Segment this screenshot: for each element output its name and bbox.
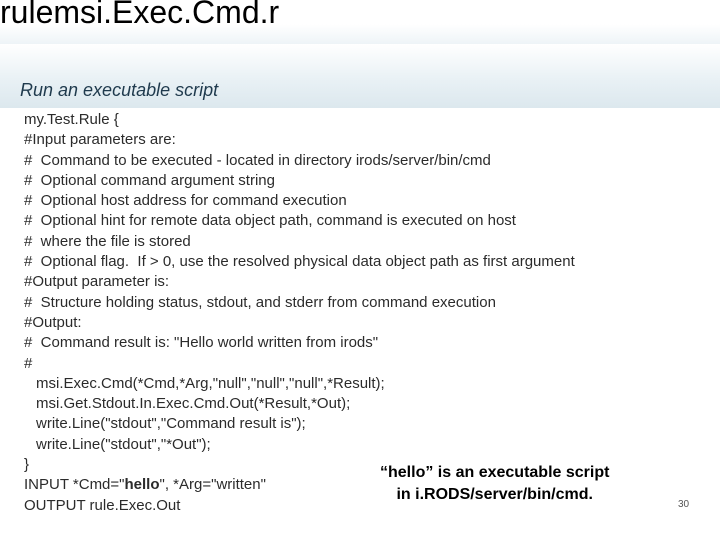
output-line: OUTPUT rule.Exec.Out xyxy=(24,496,181,514)
code-line: write.Line("stdout","Command result is"); xyxy=(36,415,306,433)
code-block xyxy=(24,110,575,516)
code-line: #Input parameters are: xyxy=(24,131,176,149)
input-bold-value: hello xyxy=(124,476,160,494)
code-line: #Output parameter is: xyxy=(24,273,170,291)
input-prefix: INPUT *Cmd=" xyxy=(24,476,125,494)
code-line: #Output: xyxy=(24,313,82,331)
slide-subtitle: Run an executable script xyxy=(20,80,219,100)
code-line: # where the file is stored xyxy=(24,232,191,250)
code-line: # Structure holding status, stdout, and stderr from command execution xyxy=(24,293,496,311)
callout-bold-word: hello xyxy=(388,464,426,481)
code-line: msi.Get.Stdout.In.Exec.Cmd.Out(*Result,*Out); xyxy=(36,395,351,413)
code-line: # xyxy=(24,354,33,372)
code-line: # Command to be executed - located in directory irods/server/bin/cmd xyxy=(24,151,491,169)
callout-line-1-rest: ” is an executable script xyxy=(425,464,610,481)
code-line: write.Line("stdout","*Out"); xyxy=(36,435,211,453)
page-number: 30 xyxy=(678,499,690,510)
callout-line-2-text: in i.RODS/server/bin/cmd. xyxy=(396,486,593,503)
code-line: # Optional host address for command execution xyxy=(24,192,347,210)
code-line: # Command result is: "Hello world written from irods" xyxy=(24,334,379,352)
code-line: # Optional command argument string xyxy=(24,171,275,189)
callout-line-2 xyxy=(380,484,609,506)
input-suffix: ", *Arg="written" xyxy=(159,476,266,494)
callout-line-1 xyxy=(380,462,609,484)
callout-note xyxy=(380,462,609,506)
code-line: # Optional hint for remote data object path, command is executed on host xyxy=(24,212,516,230)
slide-title: rulemsi.Exec.Cmd.r xyxy=(0,0,280,30)
code-line: # Optional flag. If > 0, use the resolved physical data object path as first argument xyxy=(24,253,575,271)
code-line: } xyxy=(24,456,30,474)
code-line: my.Test.Rule { xyxy=(24,111,119,128)
code-line: msi.Exec.Cmd(*Cmd,*Arg,"null","null","null",*Result); xyxy=(36,374,385,392)
callout-quote-open: “ xyxy=(380,464,388,481)
